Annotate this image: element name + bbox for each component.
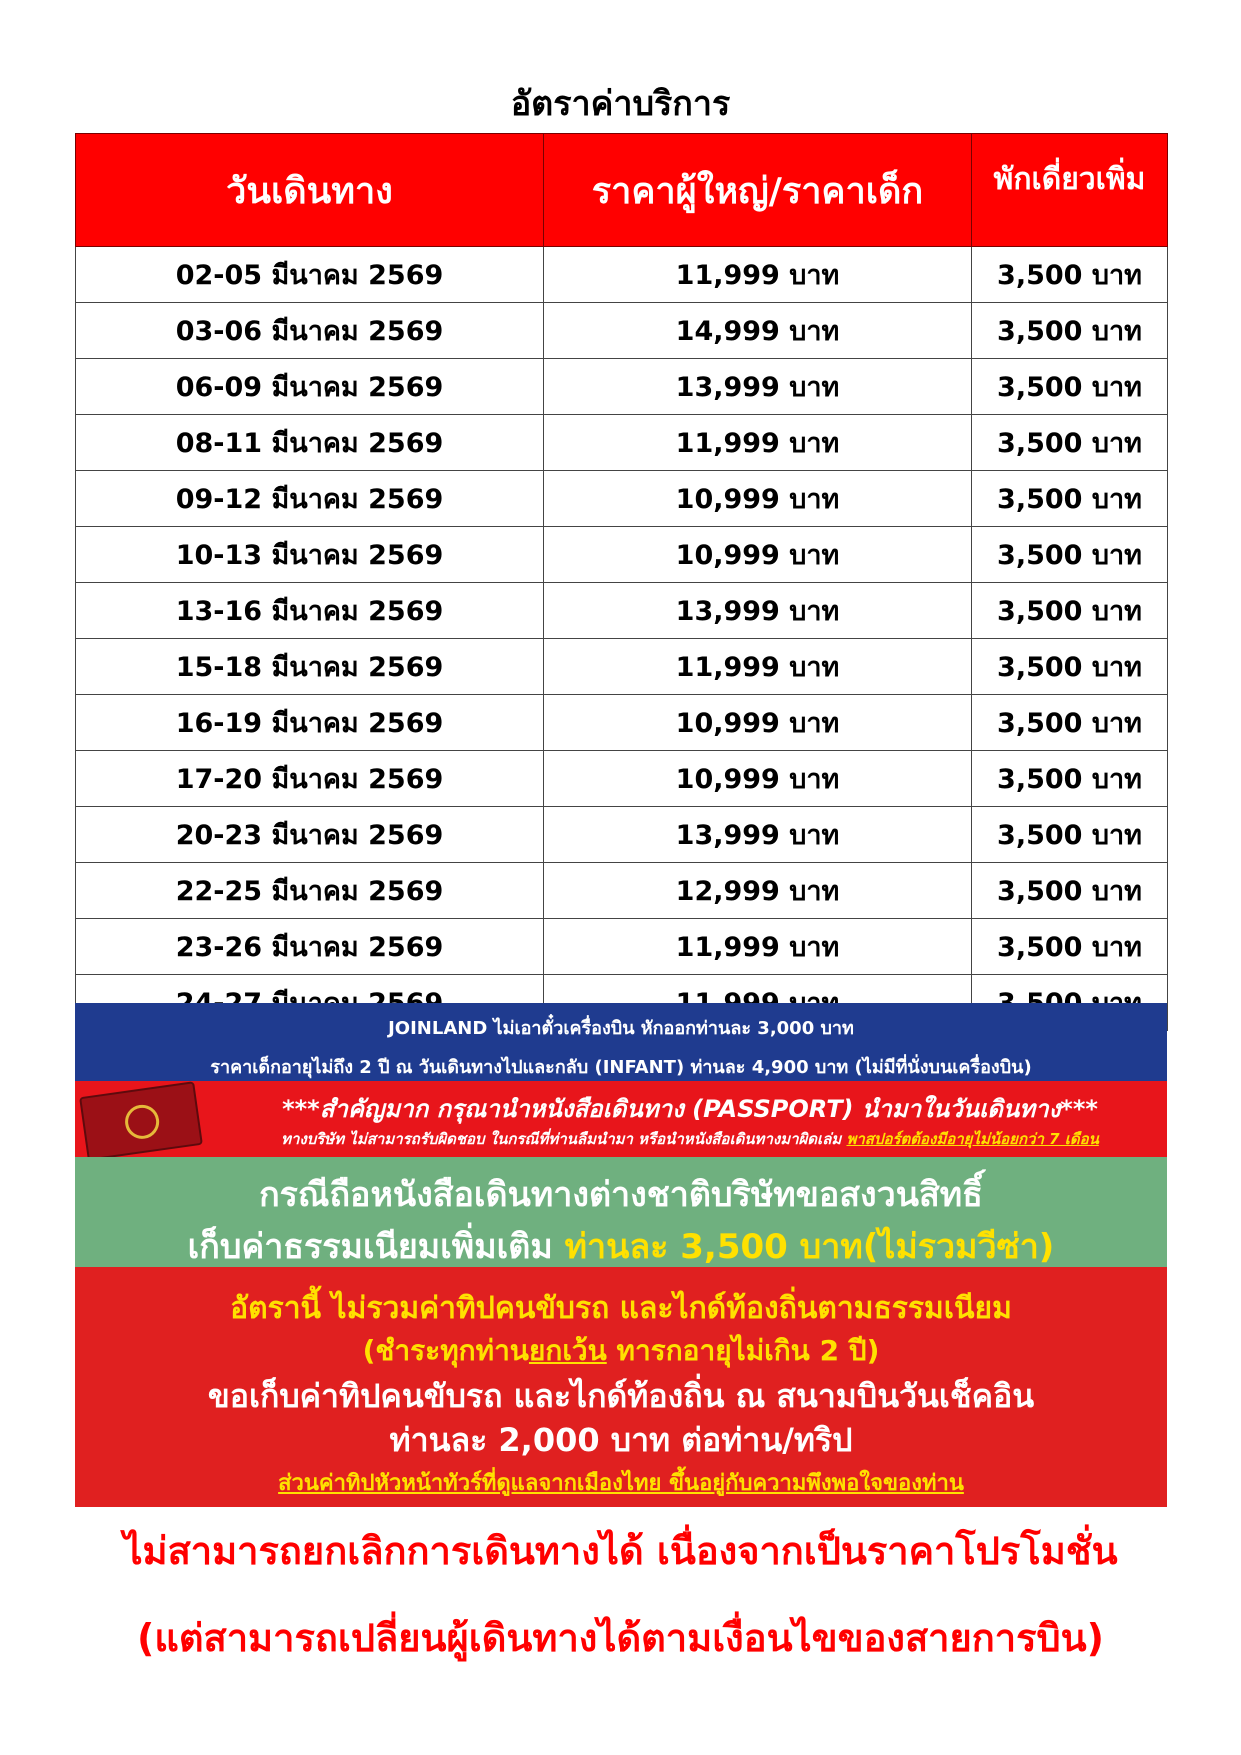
table-row — [76, 471, 1168, 527]
cell-single-supplement: 3,500 บาท — [972, 359, 1168, 415]
cell-travel-date: 10-13 มีนาคม 2569 — [76, 527, 544, 583]
cell-single-supplement: 3,500 บาท — [972, 527, 1168, 583]
table-row — [76, 751, 1168, 807]
header-price: ราคาผู้ใหญ่/ราคาเด็ก — [544, 134, 972, 247]
cell-travel-date: 06-09 มีนาคม 2569 — [76, 359, 544, 415]
tips-line5: ส่วนค่าทิปหัวหน้าทัวร์ที่ดูแลจากเมืองไทย ขึ้นอยู่กับความพึงพอใจของท่าน — [278, 1471, 964, 1496]
cell-price: 10,999 บาท — [544, 471, 972, 527]
cell-price: 10,999 บาท — [544, 751, 972, 807]
tips-line2-except: ยกเว้น — [528, 1334, 607, 1367]
cell-single-supplement: 3,500 บาท — [972, 695, 1168, 751]
table-row — [76, 639, 1168, 695]
cell-travel-date: 02-05 มีนาคม 2569 — [76, 247, 544, 303]
cell-single-supplement: 3,500 บาท — [972, 919, 1168, 975]
foreign-passport-fee-label: เก็บค่าธรรมเนียมเพิ่มเติม — [187, 1227, 553, 1267]
table-row — [76, 863, 1168, 919]
cell-travel-date: 23-26 มีนาคม 2569 — [76, 919, 544, 975]
cell-travel-date: 17-20 มีนาคม 2569 — [76, 751, 544, 807]
page-title: อัตราค่าบริการ — [510, 84, 731, 124]
cell-price: 11,999 บาท — [544, 639, 972, 695]
cell-price: 11,999 บาท — [544, 247, 972, 303]
notice-joinland-infant — [75, 1003, 1167, 1081]
notice-tips — [75, 1267, 1167, 1507]
foreign-passport-fee: ท่านละ 3,500 บาท(ไม่รวมวีซ่า) — [564, 1227, 1055, 1267]
cell-travel-date: 22-25 มีนาคม 2569 — [76, 863, 544, 919]
passport-image — [79, 1081, 203, 1161]
table-row — [76, 919, 1168, 975]
table-row — [76, 359, 1168, 415]
passport-validity-warning: พาสปอร์ตต้องมีอายุไม่น้อยกว่า 7 เดือน — [846, 1130, 1099, 1148]
footer-no-cancel: ไม่สามารถยกเลิกการเดินทางได้ เนื่องจากเป็นราคาโปรโมชั่น — [123, 1529, 1118, 1573]
cell-single-supplement: 3,500 บาท — [972, 415, 1168, 471]
table-row — [76, 415, 1168, 471]
cell-single-supplement: 3,500 บาท — [972, 303, 1168, 359]
passport-disclaimer — [225, 1127, 1155, 1151]
foreign-passport-line1: กรณีถือหนังสือเดินทางต่างชาติบริษัทขอสงวนสิทธิ์ — [259, 1175, 983, 1215]
cell-price: 14,999 บาท — [544, 303, 972, 359]
passport-disclaimer-text: ทางบริษัท ไม่สามารถรับผิดชอบ ในกรณีที่ท่านลืมนำมา หรือนำหนังสือเดินทางมาผิดเล่ม — [281, 1130, 842, 1148]
cell-travel-date: 15-18 มีนาคม 2569 — [76, 639, 544, 695]
tips-line3: ขอเก็บค่าทิปคนขับรถ และไกด์ท้องถิ่น ณ สนามบินวันเช็คอิน — [207, 1377, 1035, 1415]
table-row — [76, 527, 1168, 583]
cell-price: 13,999 บาท — [544, 583, 972, 639]
cell-price: 11,999 บาท — [544, 415, 972, 471]
cell-travel-date: 09-12 มีนาคม 2569 — [76, 471, 544, 527]
cell-travel-date: 20-23 มีนาคม 2569 — [76, 807, 544, 863]
cell-single-supplement: 3,500 บาท — [972, 247, 1168, 303]
table-row — [76, 247, 1168, 303]
tips-line2 — [75, 1329, 1167, 1373]
table-body — [76, 247, 1168, 1031]
cell-price: 10,999 บาท — [544, 527, 972, 583]
cell-travel-date: 03-06 มีนาคม 2569 — [76, 303, 544, 359]
cell-single-supplement: 3,500 บาท — [972, 807, 1168, 863]
cell-price: 11,999 บาท — [544, 919, 972, 975]
infant-note: ราคาเด็กอายุไม่ถึง 2 ปี ณ วันเดินทางไปและกลับ (INFANT) ท่านละ 4,900 บาท (ไม่มีที่นั่งบนเครื่องบิน) — [210, 1057, 1032, 1078]
tips-line1: อัตรานี้ ไม่รวมค่าทิปคนขับรถ และไกด์ท้องถิ่นตามธรรมเนียม — [230, 1291, 1012, 1326]
joinland-note: JOINLAND ไม่เอาตั๋วเครื่องบิน หักออกท่านละ 3,000 บาท — [388, 1018, 854, 1039]
notice-foreign-passport — [75, 1157, 1167, 1267]
notice-passport — [75, 1081, 1167, 1157]
foreign-passport-line2 — [75, 1219, 1167, 1273]
tips-line2-c: ทารกอายุไม่เกิน 2 ปี) — [606, 1334, 880, 1367]
table-row — [76, 695, 1168, 751]
table-row — [76, 303, 1168, 359]
header-single-supplement: พักเดี่ยวเพิ่ม — [972, 134, 1168, 247]
table-header-row — [76, 134, 1168, 247]
cell-single-supplement: 3,500 บาท — [972, 863, 1168, 919]
cell-travel-date: 16-19 มีนาคม 2569 — [76, 695, 544, 751]
cell-single-supplement: 3,500 บาท — [972, 751, 1168, 807]
header-travel-date: วันเดินทาง — [76, 134, 544, 247]
table-row — [76, 807, 1168, 863]
cell-single-supplement: 3,500 บาท — [972, 471, 1168, 527]
cell-price: 13,999 บาท — [544, 807, 972, 863]
footer-change-traveler: (แต่สามารถเปลี่ยนผู้เดินทางได้ตามเงื่อนไขของสายการบิน) — [136, 1616, 1104, 1660]
cell-price: 13,999 บาท — [544, 359, 972, 415]
tips-line2-a: (ชำระทุกท่าน — [362, 1334, 529, 1367]
cell-price: 10,999 บาท — [544, 695, 972, 751]
cell-price: 12,999 บาท — [544, 863, 972, 919]
price-table — [75, 133, 1168, 1031]
tips-line4: ท่านละ 2,000 บาท ต่อท่าน/ทริป — [389, 1421, 853, 1459]
cell-single-supplement: 3,500 บาท — [972, 639, 1168, 695]
cell-travel-date: 13-16 มีนาคม 2569 — [76, 583, 544, 639]
passport-important: ***สำคัญมาก กรุณานำหนังสือเดินทาง (PASSPORT) นำมาในวันเดินทาง*** — [282, 1095, 1098, 1123]
table-row — [76, 583, 1168, 639]
cell-travel-date: 08-11 มีนาคม 2569 — [76, 415, 544, 471]
cell-single-supplement: 3,500 บาท — [972, 583, 1168, 639]
